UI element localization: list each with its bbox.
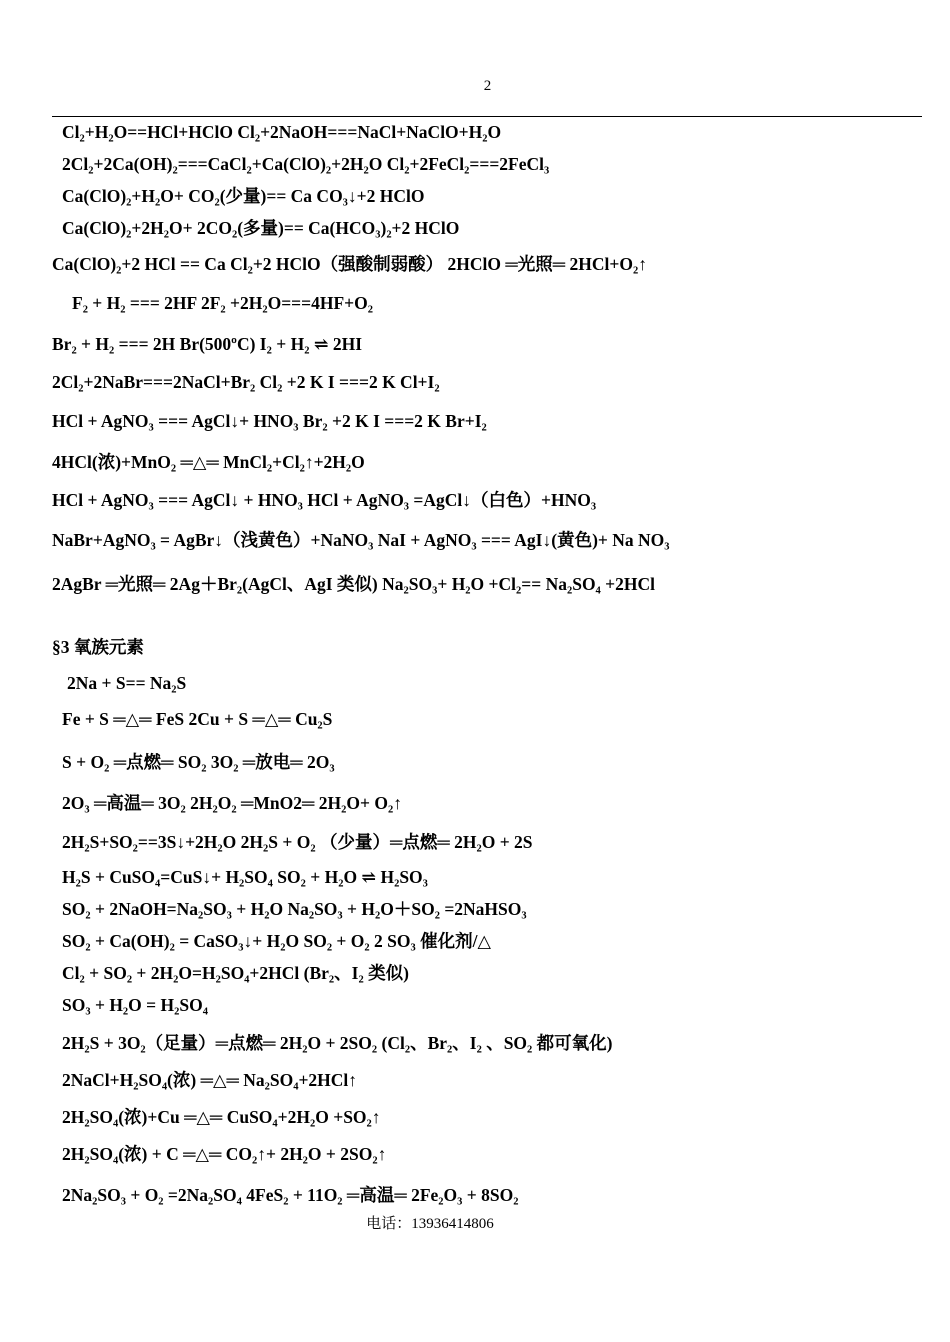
section-heading: §3 氧族元素 [52,637,144,657]
equation-line: 2H₂SO₄(浓) + C ═△═ CO₂↑+ 2H₂O + 2SO₂↑ [62,1144,387,1164]
equation-line: SO₃ + H₂O = H₂SO₄ [62,995,208,1015]
equation-line: 2H₂S + 3O₂（足量）═点燃═ 2H₂O + 2SO₂ (Cl₂、Br₂、I₂ 、SO₂ 都可氧化) [62,1033,613,1053]
equation-line: 4HCl(浓)+MnO₂ ═△═ MnCl₂+Cl₂↑+2H₂O [52,452,365,472]
equation-line: S + O₂ ═点燃═ SO₂ 3O₂ ═放电═ 2O₃ [62,752,335,772]
equation-line: 2Cl₂+2Ca(OH)₂===CaCl₂+Ca(ClO)₂+2H₂O Cl₂+2FeCl₂===2FeCl₃ [62,154,550,174]
equation-line: F₂ + H₂ === 2HF 2F₂ +2H₂O===4HF+O₂ [72,293,374,313]
header-rule [52,116,922,117]
equation-line: Cl₂ + SO₂ + 2H₂O=H₂SO₄+2HCl (Br₂、I₂ 类似) [62,963,409,983]
equation-line: HCl + AgNO₃ === AgCl↓+ HNO₃ Br₂ +2 K I ===2 K Br+I₂ [52,411,487,431]
equation-line: Cl₂+H₂O==HCl+HClO Cl₂+2NaOH===NaCl+NaClO+H₂O [62,122,502,142]
equation-line: 2NaCl+H₂SO₄(浓) ═△═ Na₂SO₄+2HCl↑ [62,1070,358,1090]
equation-line: Fe + S ═△═ FeS 2Cu + S ═△═ Cu₂S [62,709,333,729]
equation-line: HCl + AgNO₃ === AgCl↓ + HNO₃ HCl + AgNO₃ =AgCl↓（白色）+HNO₃ [52,490,597,510]
equation-line: NaBr+AgNO₃ = AgBr↓（浅黄色）+NaNO₃ NaI + AgNO₃ === AgI↓(黄色)+ Na NO₃ [52,530,670,550]
equation-line: 2H₂SO₄(浓)+Cu ═△═ CuSO₄+2H₂O +SO₂↑ [62,1107,381,1127]
equation-line: 2AgBr ═光照═ 2Ag＋Br₂(AgCl、AgI 类似) Na₂SO₃+ H₂O +Cl₂== Na₂SO₄ +2HCl [52,574,656,594]
equation-line: 2Cl₂+2NaBr===2NaCl+Br₂ Cl₂ +2 K I ===2 K Cl+I₂ [52,372,440,392]
page-number: 2 [483,78,492,94]
equation-line: SO₂ + 2NaOH=Na₂SO₃ + H₂O Na₂SO₃ + H₂O＋SO₂ =2NaHSO₃ [62,899,527,919]
footer-phone: 电话：13936414806 [366,1216,494,1232]
equation-line: H₂S + CuSO₄=CuS↓+ H₂SO₄ SO₂ + H₂O ⇌ H₂SO₃ [62,867,428,887]
equation-line: SO₂ + Ca(OH)₂ = CaSO₃↓+ H₂O SO₂ + O₂ 2 SO₃ 催化剂/△ [62,931,491,951]
equation-line: 2H₂S+SO₂==3S↓+2H₂O 2H₂S + O₂ （少量）═点燃═ 2H₂O + 2S [62,832,533,852]
equation-line: Ca(ClO)₂+2H₂O+ 2CO₂(多量)== Ca(HCO₃)₂+2 HClO [62,218,460,238]
equation-line: Ca(ClO)₂+H₂O+ CO₂(少量)== Ca CO₃↓+2 HClO [62,186,425,206]
equation-line: Br₂ + H₂ === 2H Br(500ºC) I₂ + H₂ ⇌ 2HI [52,334,363,354]
equation-line: 2O₃ ═高温═ 3O₂ 2H₂O₂ ═MnO2═ 2H₂O+ O₂↑ [62,793,402,813]
equation-line: 2Na + S== Na₂S [67,673,187,693]
equation-line: 2Na₂SO₃ + O₂ =2Na₂SO₄ 4FeS₂ + 11O₂ ═高温═ 2Fe₂O₃ + 8SO₂ [62,1185,519,1205]
equation-line: Ca(ClO)₂+2 HCl == Ca Cl₂+2 HClO（强酸制弱酸） 2HClO ═光照═ 2HCl+O₂↑ [52,254,647,274]
